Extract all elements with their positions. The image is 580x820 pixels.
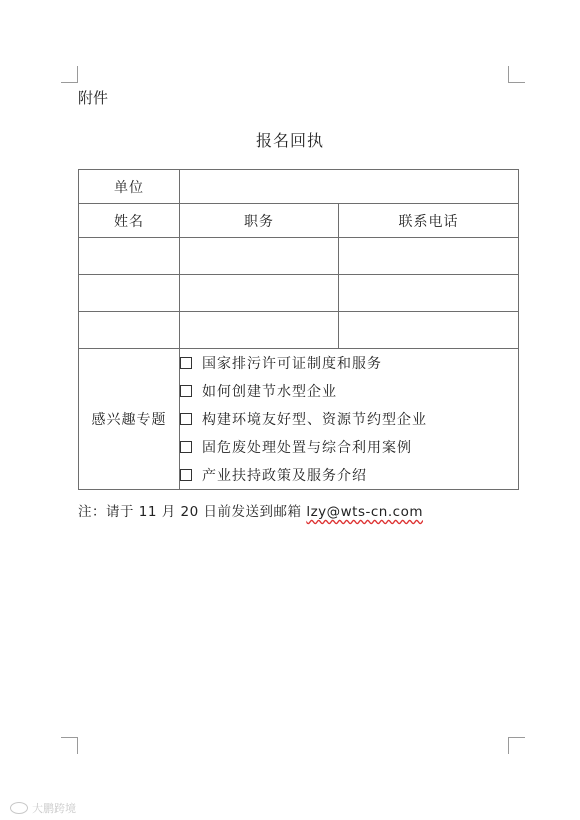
- interest-option[interactable]: [180, 433, 518, 461]
- table-row: [79, 238, 519, 275]
- unit-field[interactable]: [180, 170, 519, 204]
- phone-cell[interactable]: [339, 238, 519, 275]
- email-address: lzy@wts-cn.com: [306, 504, 423, 520]
- table-row: [79, 275, 519, 312]
- attachment-label: 附件: [78, 89, 109, 107]
- interest-option[interactable]: [180, 405, 518, 433]
- interest-option[interactable]: [180, 377, 518, 405]
- interest-option[interactable]: [180, 461, 518, 489]
- name-cell[interactable]: [79, 238, 180, 275]
- watermark-logo-icon: [10, 802, 28, 814]
- checkbox-icon[interactable]: [180, 357, 192, 369]
- position-cell[interactable]: [180, 312, 339, 349]
- watermark-text: 大鹏跨境: [32, 802, 76, 815]
- margin-corner-top-right: [508, 66, 525, 83]
- header-position: 职务: [180, 204, 339, 238]
- unit-label: 单位: [79, 170, 180, 204]
- interest-topics-options: [180, 349, 519, 490]
- interest-option-label: 产业扶持政策及服务介绍: [202, 468, 367, 484]
- margin-corner-bottom-left: [61, 737, 78, 754]
- phone-cell[interactable]: [339, 312, 519, 349]
- interest-option-label: 构建环境友好型、资源节约型企业: [202, 412, 427, 428]
- name-cell[interactable]: [79, 275, 180, 312]
- submission-note: [78, 500, 423, 520]
- checkbox-icon[interactable]: [180, 469, 192, 481]
- interest-option-label: 如何创建节水型企业: [202, 384, 337, 400]
- interest-topics-label: 感兴趣专题: [79, 349, 180, 490]
- margin-corner-top-left: [61, 66, 78, 83]
- position-cell[interactable]: [180, 238, 339, 275]
- checkbox-icon[interactable]: [180, 441, 192, 453]
- position-cell[interactable]: [180, 275, 339, 312]
- checkbox-icon[interactable]: [180, 413, 192, 425]
- phone-cell[interactable]: [339, 275, 519, 312]
- name-cell[interactable]: [79, 312, 180, 349]
- form-title: 报名回执: [255, 131, 324, 150]
- registration-table: [78, 169, 519, 490]
- header-phone: 联系电话: [339, 204, 519, 238]
- interest-option-label: 固危废处理处置与综合利用案例: [202, 440, 412, 456]
- interest-option-label: 国家排污许可证制度和服务: [202, 356, 382, 372]
- watermark: [10, 800, 76, 816]
- margin-corner-bottom-right: [508, 737, 525, 754]
- table-row: [79, 312, 519, 349]
- note-text: 注：请于 11 月 20 日前发送到邮箱: [78, 504, 307, 520]
- header-name: 姓名: [79, 204, 180, 238]
- checkbox-icon[interactable]: [180, 385, 192, 397]
- interest-option[interactable]: [180, 349, 518, 377]
